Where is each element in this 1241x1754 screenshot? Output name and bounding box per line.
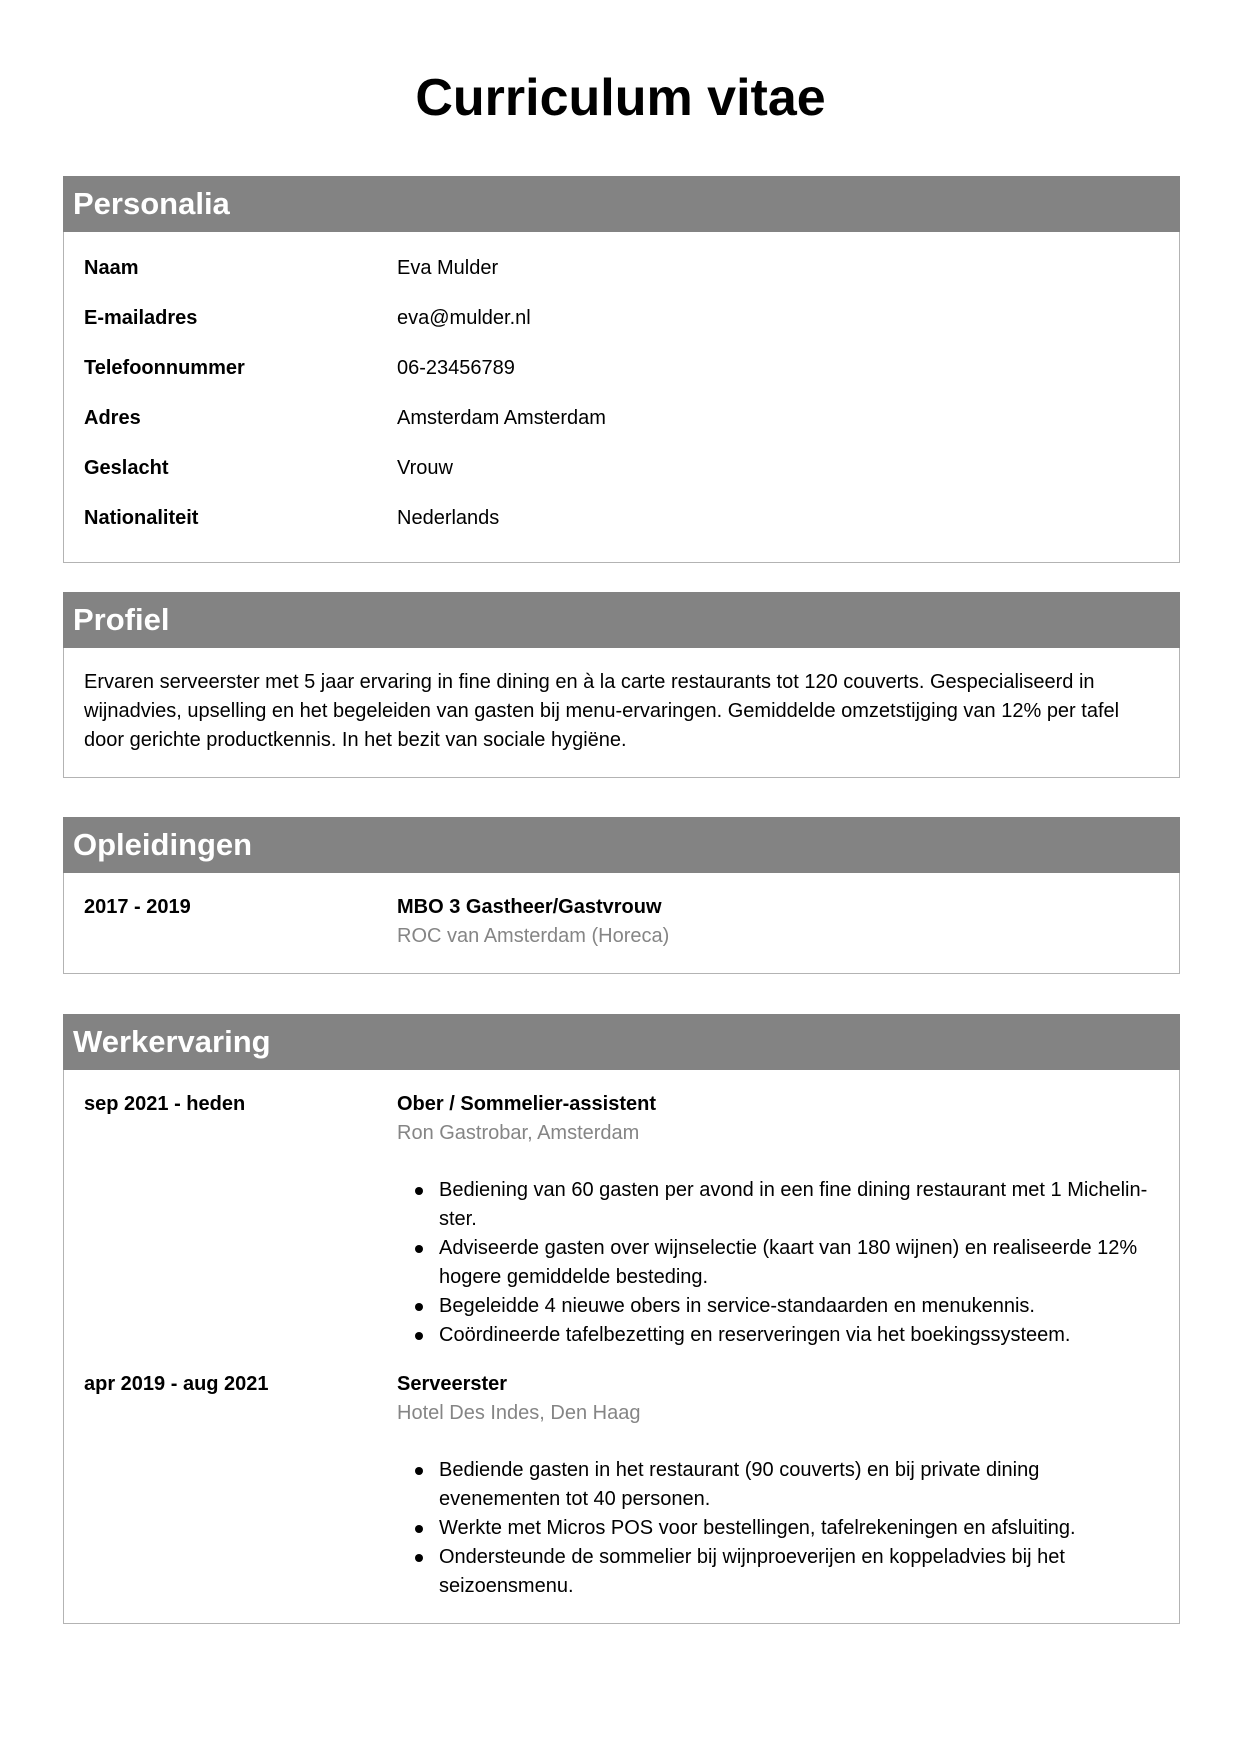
field-value: Vrouw	[397, 457, 453, 479]
field-value: Amsterdam Amsterdam	[397, 407, 606, 429]
list-item: Werkte met Micros POS voor bestellingen, tafelrekeningen en afsluiting.	[415, 1514, 1159, 1543]
personalia-row-geslacht	[84, 450, 1159, 500]
education-title: MBO 3 Gastheer/Gastvrouw	[397, 896, 662, 918]
list-item: Coördineerde tafelbezetting en reserveringen via het boekingssysteem.	[415, 1321, 1159, 1350]
field-value: Nederlands	[397, 507, 500, 529]
field-value: eva@mulder.nl	[397, 307, 531, 329]
work-employer: Ron Gastrobar, Amsterdam	[397, 1122, 640, 1144]
education-period: 2017 - 2019	[84, 896, 191, 918]
profiel-section	[63, 592, 1180, 778]
werkervaring-section	[63, 1014, 1180, 1624]
field-value: 06-23456789	[397, 357, 515, 379]
opleidingen-heading: Opleidingen	[63, 817, 1180, 873]
work-role: Ober / Sommelier-assistent	[397, 1093, 656, 1115]
personalia-row-nationaliteit	[84, 500, 1159, 550]
personalia-row-telefoon	[84, 350, 1159, 400]
field-label: Nationaliteit	[84, 507, 199, 529]
personalia-row-adres	[84, 400, 1159, 450]
work-entry	[84, 1370, 1159, 1601]
list-item: Bediening van 60 gasten per avond in een fine dining restaurant met 1 Michelin-ster.	[415, 1176, 1159, 1234]
page-title: Curriculum vitae	[415, 69, 826, 127]
profiel-heading: Profiel	[63, 592, 1180, 648]
field-label: E-mailadres	[84, 307, 198, 329]
list-item: Begeleidde 4 nieuwe obers in service-standaarden en menukennis.	[415, 1292, 1159, 1321]
werkervaring-heading: Werkervaring	[63, 1014, 1180, 1070]
field-label: Adres	[84, 407, 141, 429]
field-label: Naam	[84, 257, 139, 279]
personalia-row-email	[84, 300, 1159, 350]
work-employer: Hotel Des Indes, Den Haag	[397, 1402, 641, 1424]
personalia-section	[63, 176, 1180, 563]
list-item: Adviseerde gasten over wijnselectie (kaart van 180 wijnen) en realiseerde 12% hogere gemiddelde besteding.	[415, 1234, 1159, 1292]
work-entry	[84, 1090, 1159, 1350]
field-label: Telefoonnummer	[84, 357, 245, 379]
field-label: Geslacht	[84, 457, 169, 479]
work-bullets	[397, 1176, 1159, 1350]
personalia-heading: Personalia	[63, 176, 1180, 232]
list-item: Ondersteunde de sommelier bij wijnproeverijen en koppeladvies bij het seizoensmenu.	[415, 1543, 1159, 1601]
personalia-row-naam	[84, 250, 1159, 300]
profile-text: Ervaren serveerster met 5 jaar ervaring in fine dining en à la carte restaurants tot 120 couverts. Gespecialiseerd in wijnadvies, upselling en het begeleiden van gasten bij menu-ervaringen. Gemiddelde omzetstijging van 12% per tafel door gerichte productkennis. In het bezit van sociale hygiëne.	[84, 671, 1120, 751]
education-institution: ROC van Amsterdam (Horeca)	[397, 925, 670, 947]
work-bullets	[397, 1456, 1159, 1601]
list-item: Bediende gasten in het restaurant (90 couverts) en bij private dining evenementen tot 40 personen.	[415, 1456, 1159, 1514]
education-entry	[84, 893, 1159, 951]
work-role: Serveerster	[397, 1373, 508, 1395]
field-value: Eva Mulder	[397, 257, 499, 279]
opleidingen-section	[63, 817, 1180, 974]
work-period: sep 2021 - heden	[84, 1093, 246, 1115]
work-period: apr 2019 - aug 2021	[84, 1373, 269, 1395]
